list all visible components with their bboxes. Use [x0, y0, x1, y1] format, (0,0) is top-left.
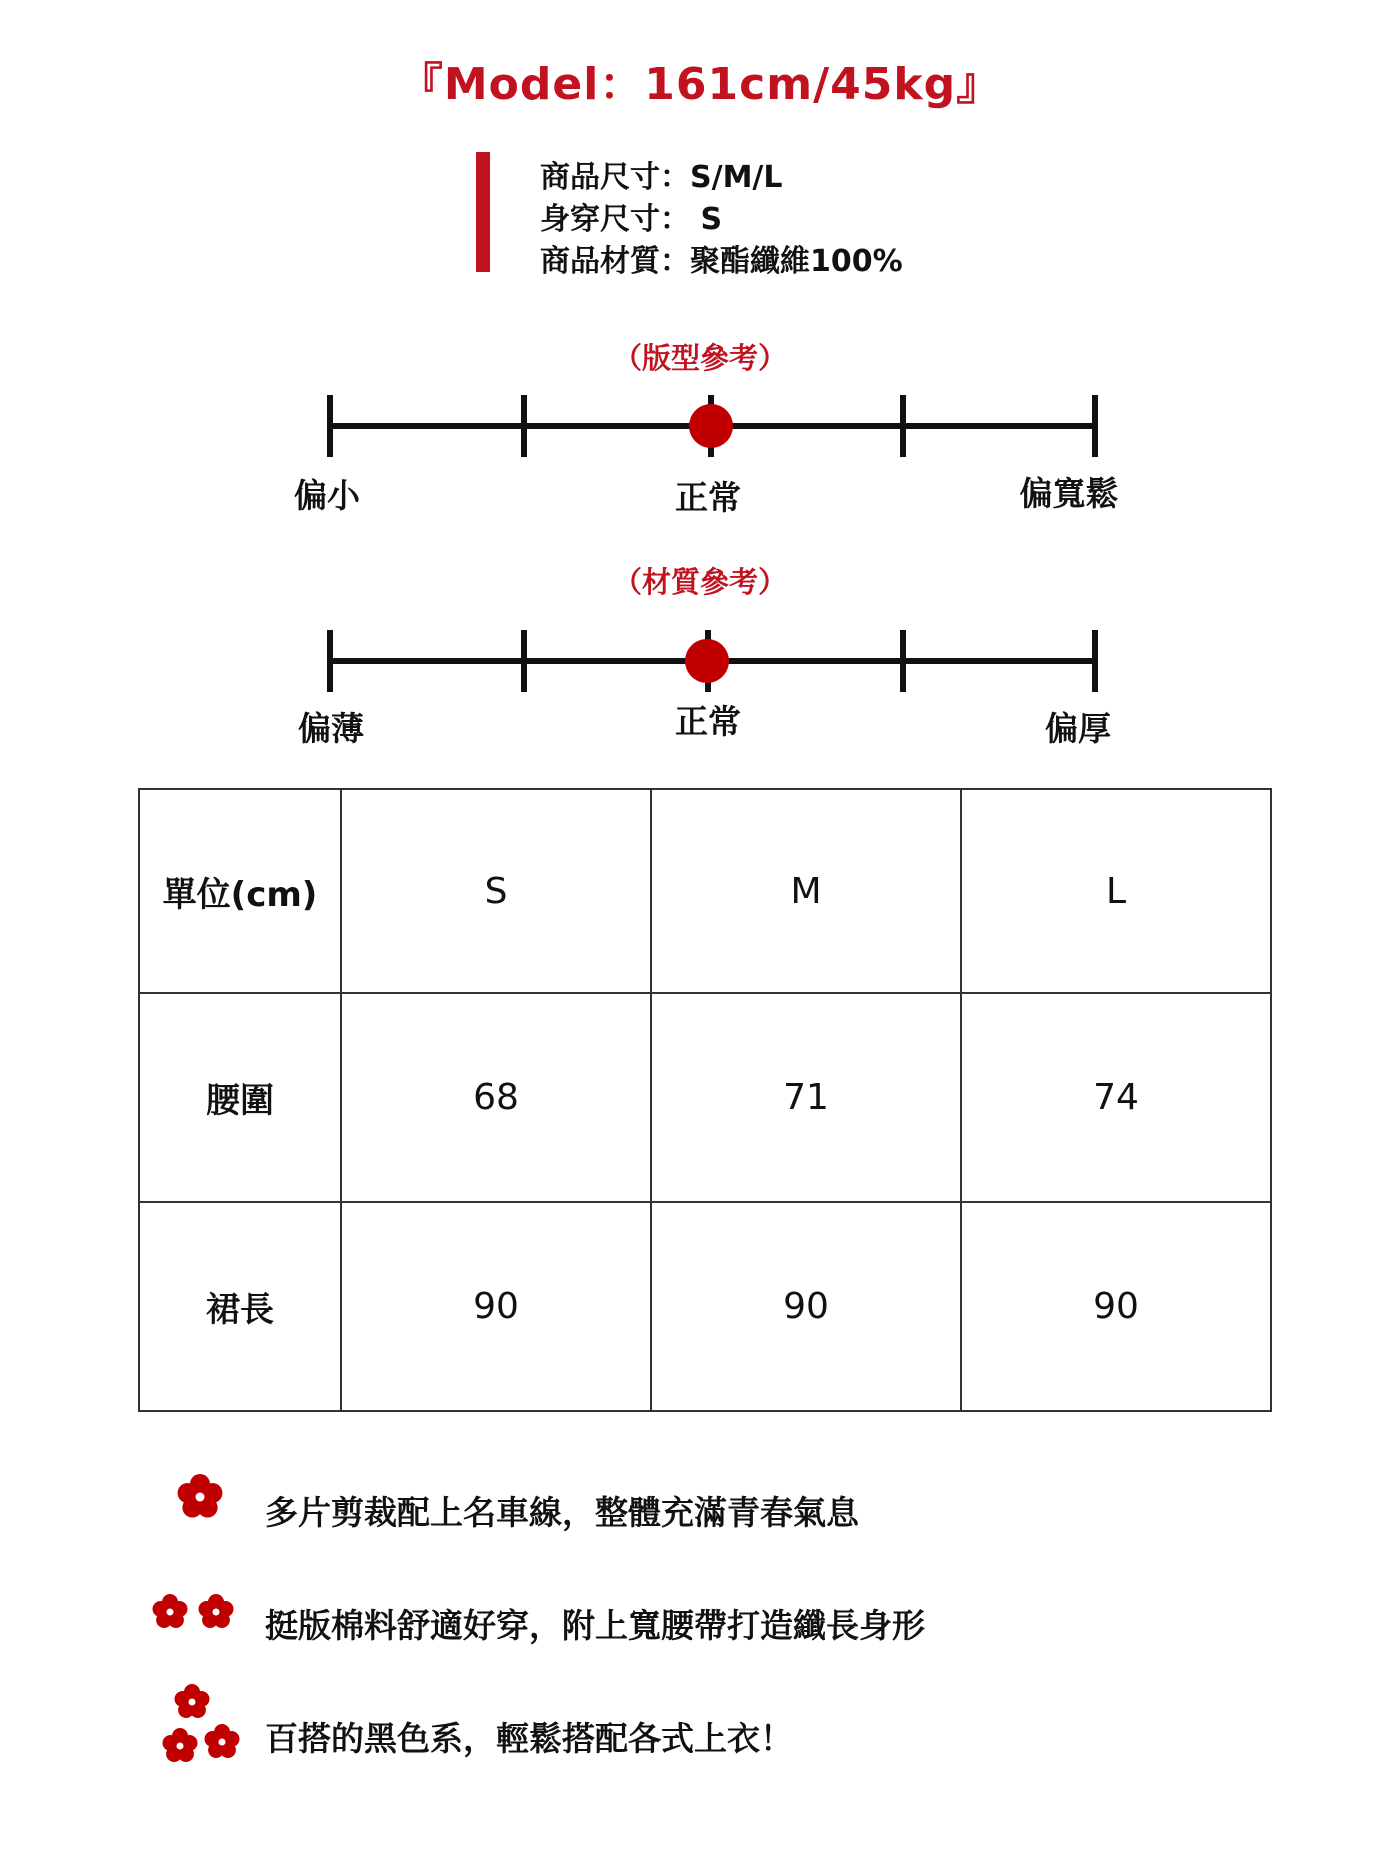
spec-accent-bar — [476, 152, 490, 272]
material-scale-middle-label: 正常 — [675, 702, 741, 741]
fit-scale-tick — [521, 395, 527, 457]
skirt-length-label: 裙長 — [139, 1202, 341, 1411]
feature-text-2: 挺版棉料舒適好穿，附上寬腰帶打造纖長身形 — [265, 1606, 925, 1645]
material-scale-left-label: 偏薄 — [298, 709, 364, 748]
feature-text-1: 多片剪裁配上名車線，整體充滿青春氣息 — [265, 1493, 859, 1532]
flower-icon — [170, 1467, 230, 1527]
page-title: 『Model：161cm/45kg』 — [398, 59, 1002, 110]
material-scale-tick — [900, 630, 906, 692]
fit-scale-tick — [900, 395, 906, 457]
material-scale-right-label: 偏厚 — [1045, 709, 1111, 748]
table-row — [139, 1202, 1271, 1411]
flower-icon — [158, 1680, 246, 1772]
material-scale-tick — [1092, 630, 1098, 692]
feature-text-3: 百搭的黑色系，輕鬆搭配各式上衣！ — [265, 1719, 793, 1758]
fit-scale-title: （版型參考） — [612, 341, 787, 375]
fit-scale-left-label: 偏小 — [294, 476, 360, 515]
waist-label: 腰圍 — [139, 993, 341, 1202]
size-m-header: M — [651, 789, 961, 993]
fit-scale-tick — [327, 395, 333, 457]
fit-scale-tick — [1092, 395, 1098, 457]
waist-s-value: 68 — [341, 993, 651, 1202]
spec-material: 商品材質：聚酯纖維100% — [540, 244, 903, 279]
length-s-value: 90 — [341, 1202, 651, 1411]
material-scale-indicator-dot — [685, 639, 729, 683]
material-scale-tick — [327, 630, 333, 692]
spec-worn-size: 身穿尺寸： S — [540, 202, 723, 237]
material-scale-title: （材質參考） — [612, 565, 787, 599]
length-l-value: 90 — [961, 1202, 1271, 1411]
fit-scale-middle-label: 正常 — [675, 478, 741, 517]
size-table — [138, 788, 1272, 1412]
fit-scale-right-label: 偏寬鬆 — [1019, 474, 1119, 513]
fit-scale-indicator-dot — [689, 404, 733, 448]
waist-l-value: 74 — [961, 993, 1271, 1202]
size-s-header: S — [341, 789, 651, 993]
size-l-header: L — [961, 789, 1271, 993]
material-scale-tick — [521, 630, 527, 692]
waist-m-value: 71 — [651, 993, 961, 1202]
length-m-value: 90 — [651, 1202, 961, 1411]
spec-product-size: 商品尺寸：S/M/L — [540, 160, 783, 195]
size-table-header-row — [139, 789, 1271, 993]
unit-header: 單位(cm) — [139, 789, 341, 993]
flower-icon — [148, 1589, 240, 1635]
table-row — [139, 993, 1271, 1202]
